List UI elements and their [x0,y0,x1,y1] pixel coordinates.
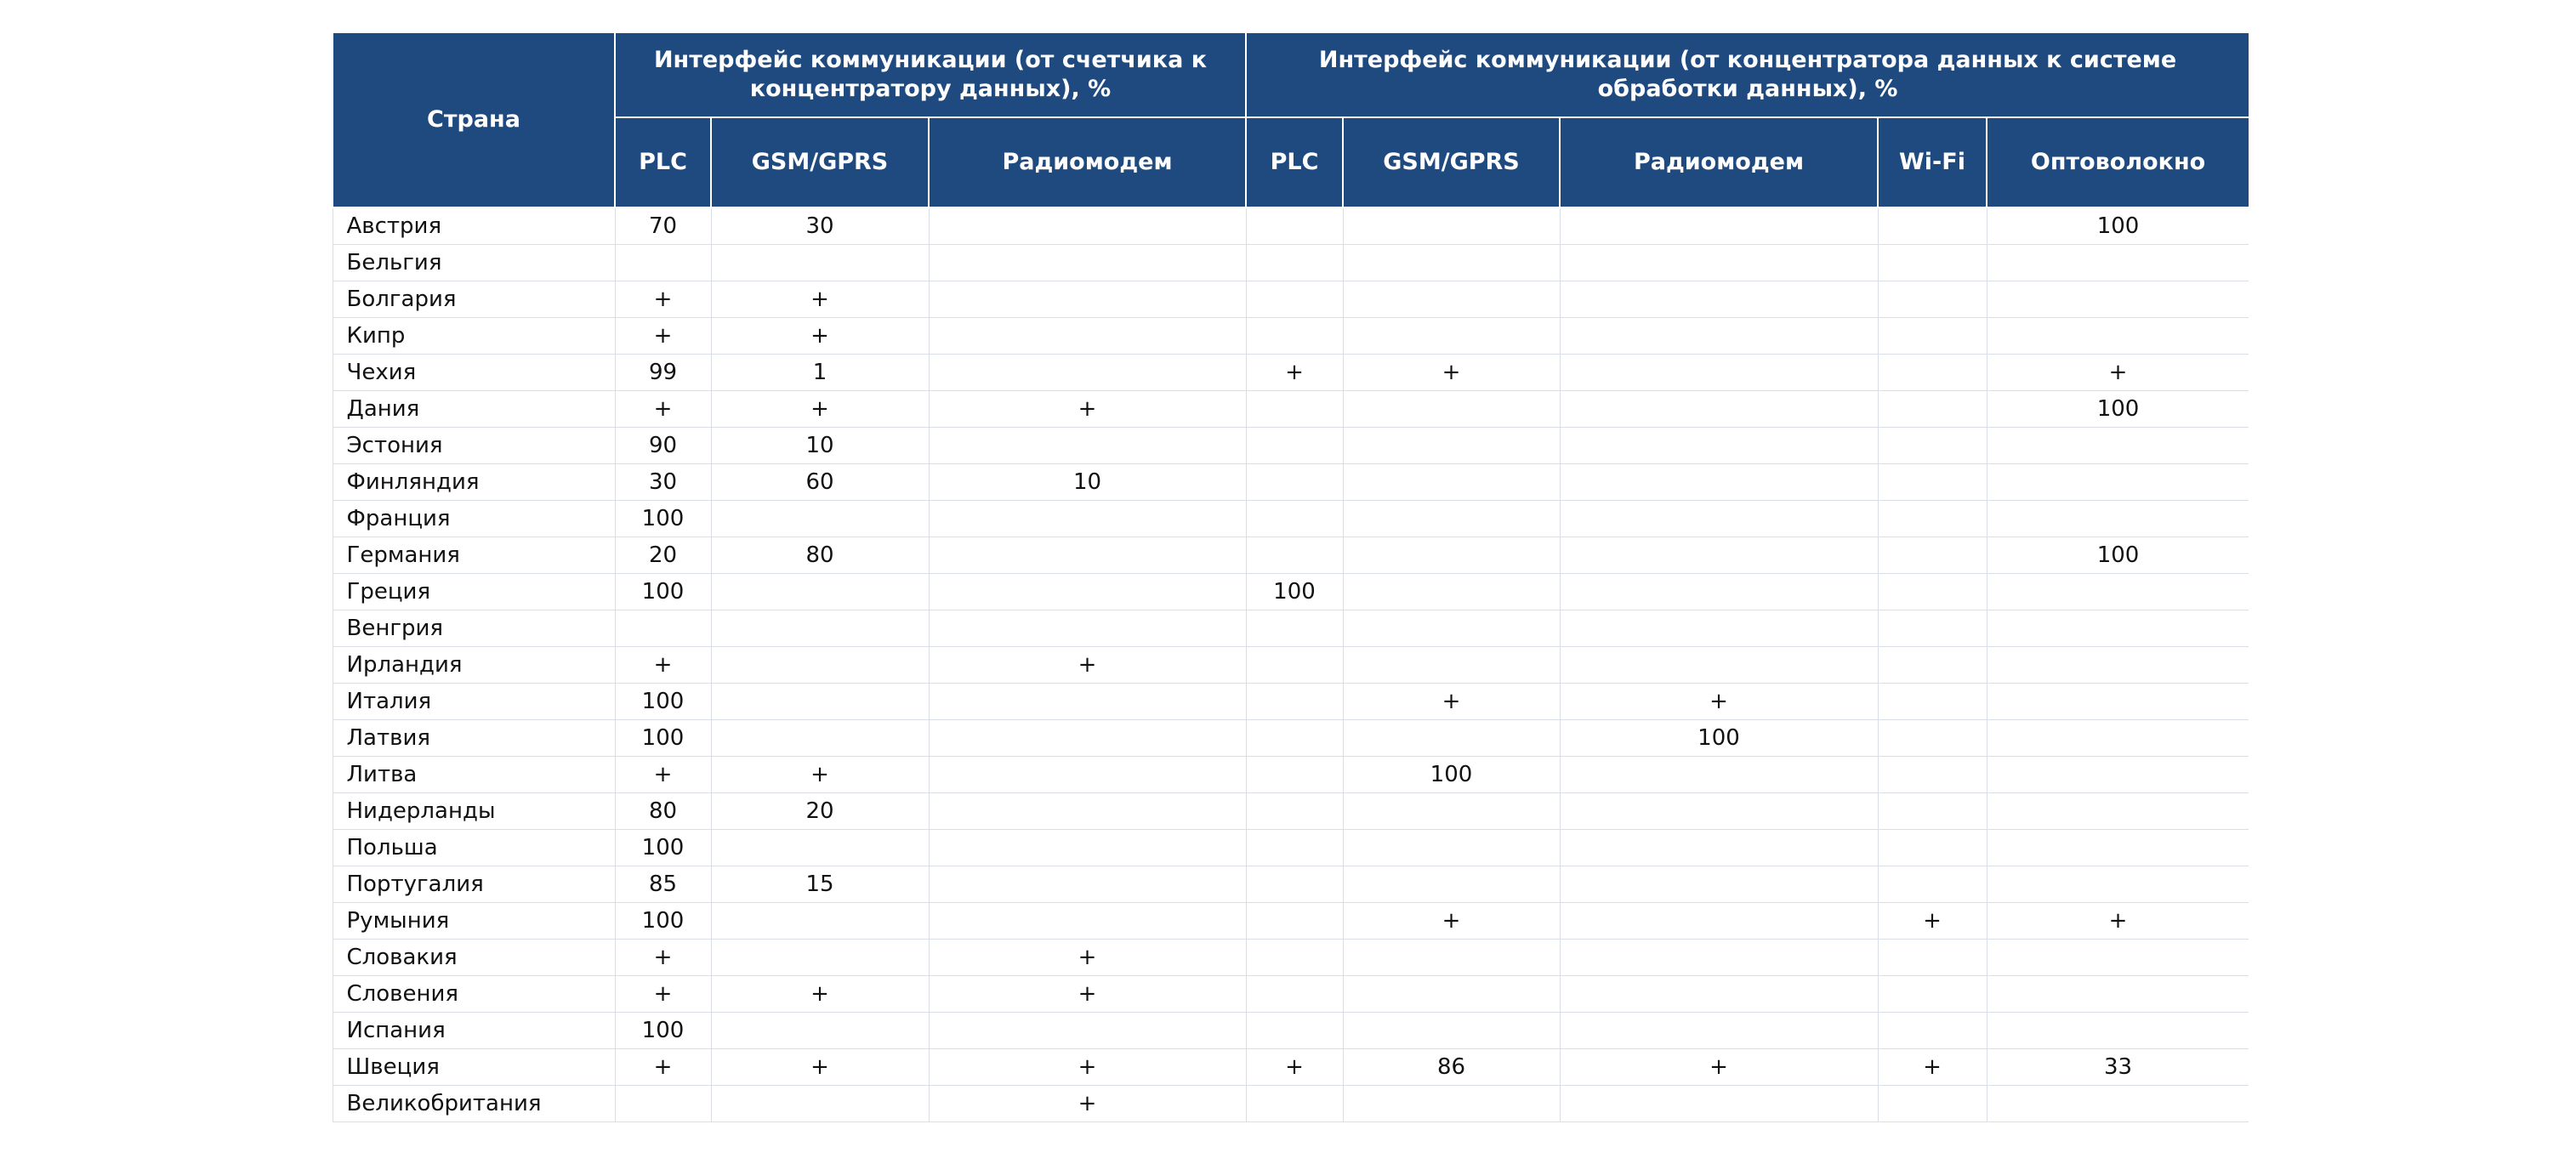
table-row [333,537,2249,574]
value-cell [929,207,1246,245]
value-cell: + [615,318,711,355]
country-cell: Португалия [333,866,615,903]
value-cell: 15 [711,866,929,903]
country-cell: Швеция [333,1049,615,1086]
value-cell [711,647,929,684]
value-cell [1878,501,1987,537]
group-header-meter-to-concentrator: Интерфейс коммуникации (от счетчика к концентратору данных), % [615,32,1246,117]
value-cell [1343,793,1560,830]
value-cell [1878,940,1987,976]
value-cell [711,830,929,866]
country-cell: Нидерланды [333,793,615,830]
column-header-radio-modem: Радиомодем [929,117,1246,207]
value-cell: 70 [615,207,711,245]
value-cell [1560,574,1878,610]
value-cell: 20 [711,793,929,830]
value-cell [929,757,1246,793]
value-cell [929,281,1246,318]
value-cell: + [1343,355,1560,391]
country-cell: Венгрия [333,610,615,647]
value-cell [1343,720,1560,757]
value-cell [929,903,1246,940]
country-cell: Дания [333,391,615,428]
value-cell [929,720,1246,757]
table-header [333,32,2249,207]
table-row [333,464,2249,501]
value-cell [711,940,929,976]
value-cell: + [929,391,1246,428]
value-cell [1246,428,1343,464]
value-cell: 100 [615,1013,711,1049]
value-cell [1246,647,1343,684]
value-cell: + [615,1049,711,1086]
column-header-wifi: Wi-Fi [1878,117,1987,207]
value-cell: 100 [615,501,711,537]
value-cell [1246,866,1343,903]
value-cell [1987,976,2249,1013]
value-cell [1878,866,1987,903]
country-cell: Эстония [333,428,615,464]
value-cell [1560,1013,1878,1049]
value-cell: + [929,1086,1246,1122]
column-header-gsm-gprs: GSM/GPRS [1343,117,1560,207]
value-cell: + [711,1049,929,1086]
value-cell [1878,355,1987,391]
value-cell [1560,903,1878,940]
value-cell [1246,318,1343,355]
value-cell [1878,1086,1987,1122]
value-cell [711,903,929,940]
value-cell [929,610,1246,647]
value-cell [1560,1086,1878,1122]
value-cell [1246,830,1343,866]
value-cell: 80 [615,793,711,830]
value-cell [1246,720,1343,757]
value-cell [1343,610,1560,647]
value-cell [1878,1013,1987,1049]
value-cell [1343,464,1560,501]
column-header-gsm-gprs: GSM/GPRS [711,117,929,207]
value-cell: 100 [1246,574,1343,610]
value-cell [1987,1086,2249,1122]
value-cell [929,537,1246,574]
value-cell [929,428,1246,464]
table-row [333,720,2249,757]
country-cell: Бельгия [333,245,615,281]
value-cell: 20 [615,537,711,574]
table-row [333,684,2249,720]
value-cell [1246,391,1343,428]
table-row [333,501,2249,537]
value-cell [1987,647,2249,684]
value-cell: 10 [711,428,929,464]
value-cell [1246,1013,1343,1049]
value-cell [1560,428,1878,464]
value-cell [1343,428,1560,464]
column-header-plc: PLC [1246,117,1343,207]
column-header-country: Страна [333,32,615,207]
value-cell [1343,281,1560,318]
value-cell: + [929,647,1246,684]
table-row [333,1049,2249,1086]
value-cell [1987,501,2249,537]
country-cell: Словения [333,976,615,1013]
country-cell: Италия [333,684,615,720]
value-cell: 100 [1987,207,2249,245]
value-cell: + [711,281,929,318]
value-cell [929,830,1246,866]
table-row [333,793,2249,830]
table-row [333,355,2249,391]
value-cell: 90 [615,428,711,464]
value-cell [929,318,1246,355]
value-cell: 60 [711,464,929,501]
value-cell [1343,574,1560,610]
value-cell [1343,1086,1560,1122]
value-cell [1560,537,1878,574]
table-row [333,940,2249,976]
value-cell [1560,281,1878,318]
value-cell [1343,501,1560,537]
value-cell [929,1013,1246,1049]
country-cell: Болгария [333,281,615,318]
value-cell: + [711,391,929,428]
value-cell [1987,245,2249,281]
value-cell: + [1343,684,1560,720]
value-cell [1343,245,1560,281]
value-cell [1878,207,1987,245]
value-cell: 10 [929,464,1246,501]
value-cell [1987,574,2249,610]
table-row [333,976,2249,1013]
country-cell: Финляндия [333,464,615,501]
value-cell: 80 [711,537,929,574]
value-cell [1343,537,1560,574]
table-row [333,281,2249,318]
value-cell [711,1013,929,1049]
column-header-radio-modem: Радиомодем [1560,117,1878,207]
value-cell [1987,1013,2249,1049]
value-cell [1987,830,2249,866]
value-cell: 100 [1987,391,2249,428]
value-cell [1878,720,1987,757]
value-cell [929,501,1246,537]
country-cell: Германия [333,537,615,574]
table-row [333,903,2249,940]
country-cell: Ирландия [333,647,615,684]
value-cell [1246,610,1343,647]
value-cell [1343,391,1560,428]
value-cell [1343,976,1560,1013]
value-cell: + [1246,1049,1343,1086]
value-cell [1878,976,1987,1013]
smart-meter-communication-table [332,31,2249,1122]
value-cell: + [711,976,929,1013]
value-cell [1560,245,1878,281]
value-cell [1246,940,1343,976]
value-cell [1878,318,1987,355]
value-cell [1560,610,1878,647]
value-cell [1246,976,1343,1013]
value-cell [1878,647,1987,684]
value-cell [1343,207,1560,245]
value-cell [1878,537,1987,574]
value-cell [711,684,929,720]
table-container [332,31,2249,1137]
value-cell [1878,281,1987,318]
value-cell [1878,610,1987,647]
value-cell [1343,647,1560,684]
value-cell [615,245,711,281]
value-cell: 86 [1343,1049,1560,1086]
table-row [333,647,2249,684]
value-cell [1878,830,1987,866]
country-cell: Австрия [333,207,615,245]
value-cell [1560,976,1878,1013]
value-cell: + [1343,903,1560,940]
country-cell: Испания [333,1013,615,1049]
value-cell [711,501,929,537]
value-cell: + [711,318,929,355]
country-cell: Чехия [333,355,615,391]
value-cell [1343,318,1560,355]
country-cell: Кипр [333,318,615,355]
value-cell [1246,793,1343,830]
table-row [333,1086,2249,1122]
value-cell [1560,391,1878,428]
value-cell: 100 [1343,757,1560,793]
value-cell: 100 [615,720,711,757]
group-header-concentrator-to-system: Интерфейс коммуникации (от концентратора данных к системе обработки данных), % [1246,32,2249,117]
value-cell: 30 [711,207,929,245]
value-cell [1878,793,1987,830]
value-cell [1560,647,1878,684]
value-cell: + [615,647,711,684]
value-cell [1560,464,1878,501]
value-cell [1560,318,1878,355]
country-cell: Греция [333,574,615,610]
value-cell: 100 [615,574,711,610]
column-header-fiber-optic: Оптоволокно [1987,117,2249,207]
table-body [333,207,2249,1122]
value-cell: + [711,757,929,793]
value-cell [1878,391,1987,428]
value-cell [1246,757,1343,793]
value-cell [929,245,1246,281]
value-cell [711,1086,929,1122]
value-cell [711,720,929,757]
value-cell [1343,830,1560,866]
country-cell: Польша [333,830,615,866]
value-cell [1560,830,1878,866]
value-cell [1246,281,1343,318]
table-row [333,245,2249,281]
value-cell [615,610,711,647]
value-cell [1987,940,2249,976]
table-row [333,1013,2249,1049]
table-row [333,428,2249,464]
value-cell [1560,940,1878,976]
value-cell [1343,1013,1560,1049]
value-cell [1560,866,1878,903]
value-cell [1246,684,1343,720]
table-row [333,830,2249,866]
value-cell: 33 [1987,1049,2249,1086]
value-cell [1878,684,1987,720]
value-cell [1343,940,1560,976]
country-cell: Франция [333,501,615,537]
value-cell [1560,757,1878,793]
value-cell: + [615,391,711,428]
value-cell [1987,318,2249,355]
value-cell: 100 [615,830,711,866]
value-cell [1246,464,1343,501]
value-cell: + [615,940,711,976]
value-cell [1246,903,1343,940]
value-cell [711,245,929,281]
table-row [333,391,2249,428]
value-cell: 100 [615,684,711,720]
value-cell [1560,793,1878,830]
value-cell: 100 [1987,537,2249,574]
value-cell [929,793,1246,830]
value-cell [929,684,1246,720]
table-row [333,574,2249,610]
value-cell [929,355,1246,391]
table-row [333,757,2249,793]
value-cell [1246,501,1343,537]
value-cell [1246,537,1343,574]
value-cell [1987,428,2249,464]
value-cell: + [1560,1049,1878,1086]
value-cell: 100 [615,903,711,940]
value-cell: 85 [615,866,711,903]
value-cell: + [1987,903,2249,940]
country-cell: Литва [333,757,615,793]
value-cell: + [1878,903,1987,940]
value-cell [1560,355,1878,391]
value-cell: 100 [1560,720,1878,757]
value-cell [1987,464,2249,501]
country-cell: Словакия [333,940,615,976]
value-cell [711,574,929,610]
value-cell [1878,428,1987,464]
value-cell [1878,757,1987,793]
value-cell [1246,207,1343,245]
country-cell: Великобритания [333,1086,615,1122]
table-row [333,318,2249,355]
value-cell [929,574,1246,610]
value-cell: + [1987,355,2249,391]
table-row [333,866,2249,903]
value-cell [615,1086,711,1122]
value-cell [711,610,929,647]
value-cell [1878,245,1987,281]
column-header-plc: PLC [615,117,711,207]
value-cell: + [615,976,711,1013]
value-cell [1560,501,1878,537]
value-cell [1246,245,1343,281]
value-cell: + [1878,1049,1987,1086]
value-cell [1987,793,2249,830]
value-cell: 99 [615,355,711,391]
table-row [333,610,2249,647]
value-cell [929,866,1246,903]
value-cell [1987,757,2249,793]
value-cell [1987,866,2249,903]
value-cell: + [929,940,1246,976]
value-cell [1878,574,1987,610]
table-row [333,207,2249,245]
value-cell [1987,281,2249,318]
value-cell [1987,610,2249,647]
value-cell [1343,866,1560,903]
value-cell: + [1246,355,1343,391]
country-cell: Латвия [333,720,615,757]
value-cell [1246,1086,1343,1122]
value-cell: + [929,976,1246,1013]
country-cell: Румыния [333,903,615,940]
value-cell [1878,464,1987,501]
value-cell: 30 [615,464,711,501]
value-cell: + [615,281,711,318]
value-cell [1987,720,2249,757]
value-cell: 1 [711,355,929,391]
value-cell: + [615,757,711,793]
value-cell: + [1560,684,1878,720]
value-cell [1560,207,1878,245]
value-cell: + [929,1049,1246,1086]
value-cell [1987,684,2249,720]
